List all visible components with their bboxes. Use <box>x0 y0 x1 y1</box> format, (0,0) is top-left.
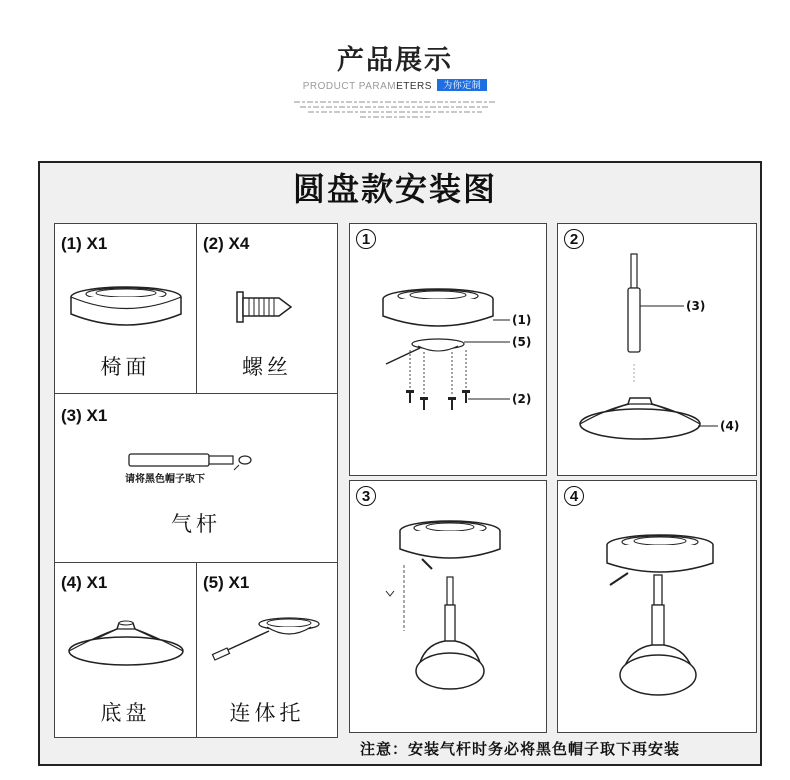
step-number: 1 <box>356 229 376 249</box>
step-3-drawing <box>350 481 548 734</box>
part-cell-bracket <box>196 562 338 738</box>
part-code: (5) X1 <box>203 573 250 592</box>
part-name: 椅面 <box>100 355 151 379</box>
step-2-drawing <box>558 224 758 477</box>
part-cell-base <box>54 562 197 738</box>
subtitle-dark: ETERS <box>396 81 432 92</box>
part-code: (1) X1 <box>61 234 108 253</box>
part-cell-screw <box>196 223 338 394</box>
installation-note: 注意：安装气杆时务必将黑色帽子取下再安装 <box>360 740 681 758</box>
part-name: 连体托 <box>229 701 305 725</box>
step-1-drawing <box>350 224 548 477</box>
step-number: 3 <box>356 486 376 506</box>
part-name: 螺丝 <box>242 355 292 379</box>
callout: (3) <box>686 299 706 313</box>
step-cell-1 <box>349 223 547 476</box>
step-number: 2 <box>564 229 584 249</box>
part-code: (3) X1 <box>61 406 108 425</box>
part-code: (2) X4 <box>203 234 250 253</box>
callout: (1) <box>512 313 532 327</box>
gas-lift-cap-note: 请将黑色帽子取下 <box>125 474 205 485</box>
panel-title: 圆盘款安装图 <box>292 170 497 208</box>
step-cell-3 <box>349 480 547 733</box>
subtitle-light: PRODUCT PARAM <box>302 81 397 92</box>
part-name: 气杆 <box>171 512 221 536</box>
step-number: 4 <box>564 486 584 506</box>
part-name: 底盘 <box>100 701 151 725</box>
fine-print-lines <box>0 100 790 122</box>
part-cell-seat <box>54 223 197 394</box>
custom-badge: 为你定制 <box>437 79 487 91</box>
callout: (5) <box>512 335 532 349</box>
page-subtitle <box>0 79 790 92</box>
callout: (4) <box>720 419 740 433</box>
step-cell-2 <box>557 223 757 476</box>
part-cell-gas-lift <box>54 393 338 563</box>
step-4-drawing <box>558 481 758 734</box>
callout: (2) <box>512 392 532 406</box>
step-cell-4 <box>557 480 757 733</box>
page-title: 产品展示 <box>337 45 453 76</box>
part-code: (4) X1 <box>61 573 108 592</box>
